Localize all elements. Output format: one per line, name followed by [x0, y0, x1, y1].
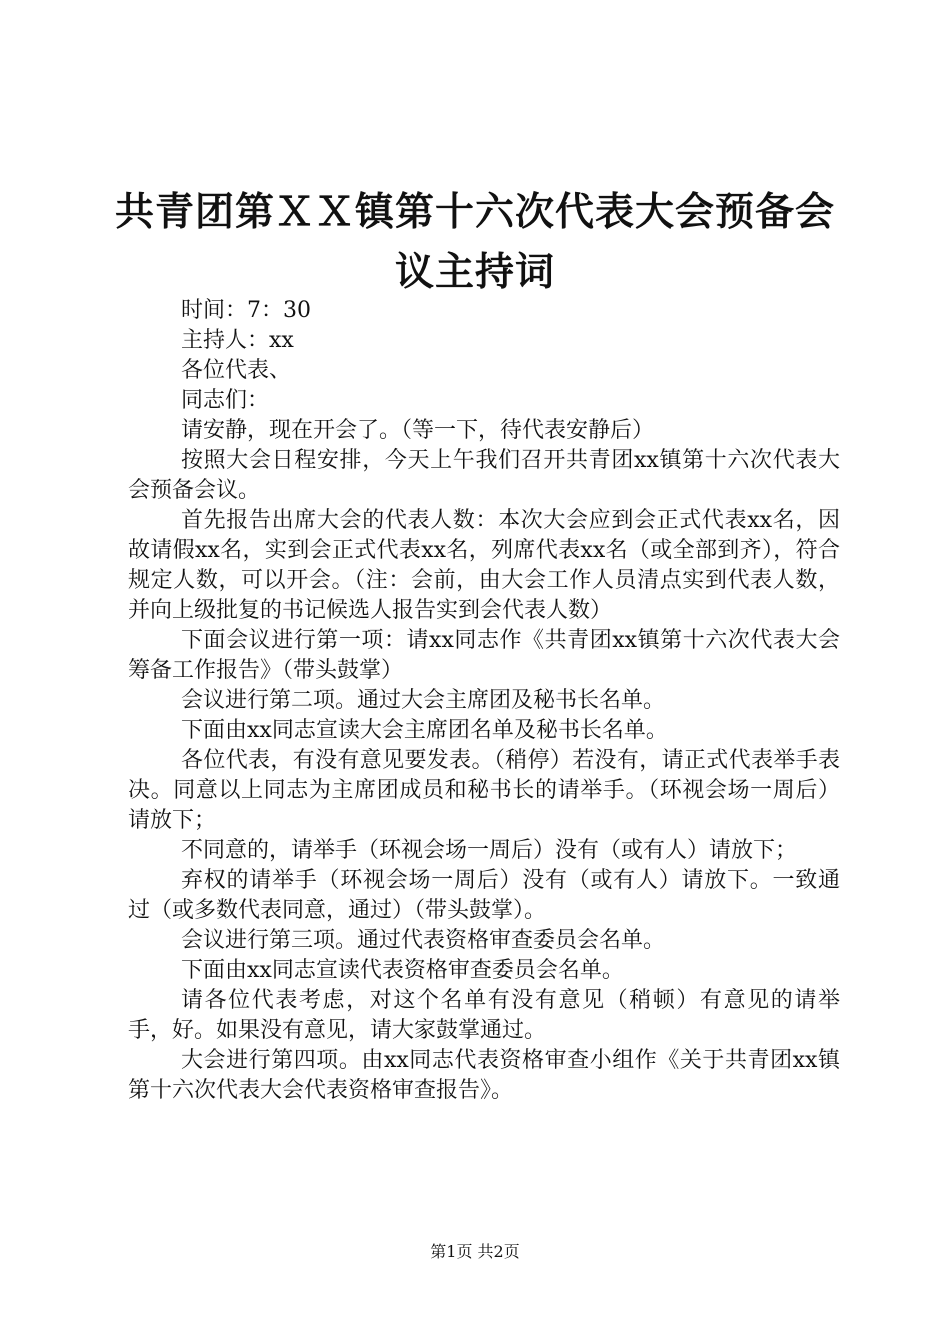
- page-number-footer: 第1页 共2页: [430, 1242, 520, 1261]
- paragraph-committee-list: 下面由xx同志宣读代表资格审查委员会名单。: [181, 958, 624, 983]
- paragraph-host: 主持人：xx: [181, 328, 294, 353]
- paragraph-item-three: 会议进行第三项。通过代表资格审查委员会名单。: [181, 928, 666, 953]
- paragraph-item-two: 会议进行第二项。通过大会主席团及秘书长名单。: [181, 688, 666, 713]
- paragraph-item-one: 下面会议进行第一项：请xx同志作《共青团xx镇第十六次代表大会筹备工作报告》（带头鼓掌）: [128, 628, 840, 683]
- paragraph-attendance: 首先报告出席大会的代表人数：本次大会应到会正式代表xx名，因故请假xx名，实到会正式代表xx名，列席代表xx名（或全部到齐），符合规定人数，可以开会。（注：会前，由大会工作人员清点实到代表人数，并向上级批复的书记候选人报告实到会代表人数）: [128, 508, 840, 623]
- paragraph-vote-disagree: 不同意的，请举手（环视会场一周后）没有（或有人）请放下；: [181, 838, 798, 863]
- paragraph-agenda: 按照大会日程安排，今天上午我们召开共青团xx镇第十六次代表大会预备会议。: [128, 448, 840, 503]
- document-title: 共青团第ＸＸ镇第十六次代表大会预备会议主持词: [114, 190, 835, 295]
- paragraph-opening: 请安静，现在开会了。（等一下，待代表安静后）: [181, 418, 655, 443]
- paragraph-vote-agree: 各位代表，有没有意见要发表。（稍停）若没有，请正式代表举手表决。同意以上同志为主席团成员和秘书长的请举手。（环视会场一周后）请放下；: [128, 748, 840, 833]
- paragraph-vote-abstain: 弃权的请举手（环视会场一周后）没有（或有人）请放下。一致通过（或多数代表同意，通过）（带头鼓掌）。: [128, 868, 840, 923]
- document-body: [128, 296, 840, 1106]
- paragraph-greeting-comrades: 同志们：: [181, 388, 270, 413]
- paragraph-presidium-list: 下面由xx同志宣读大会主席团名单及秘书长名单。: [181, 718, 668, 743]
- paragraph-time: 时间：7：30: [181, 298, 311, 323]
- paragraph-item-four: 大会进行第四项。由xx同志代表资格审查小组作《关于共青团xx镇第十六次代表大会代表资格审查报告》。: [128, 1048, 840, 1103]
- paragraph-committee-approval: 请各位代表考虑，对这个名单有没有意见（稍顿）有意见的请举手，好。如果没有意见，请大家鼓掌通过。: [128, 988, 840, 1043]
- paragraph-greeting-delegates: 各位代表、: [181, 358, 292, 383]
